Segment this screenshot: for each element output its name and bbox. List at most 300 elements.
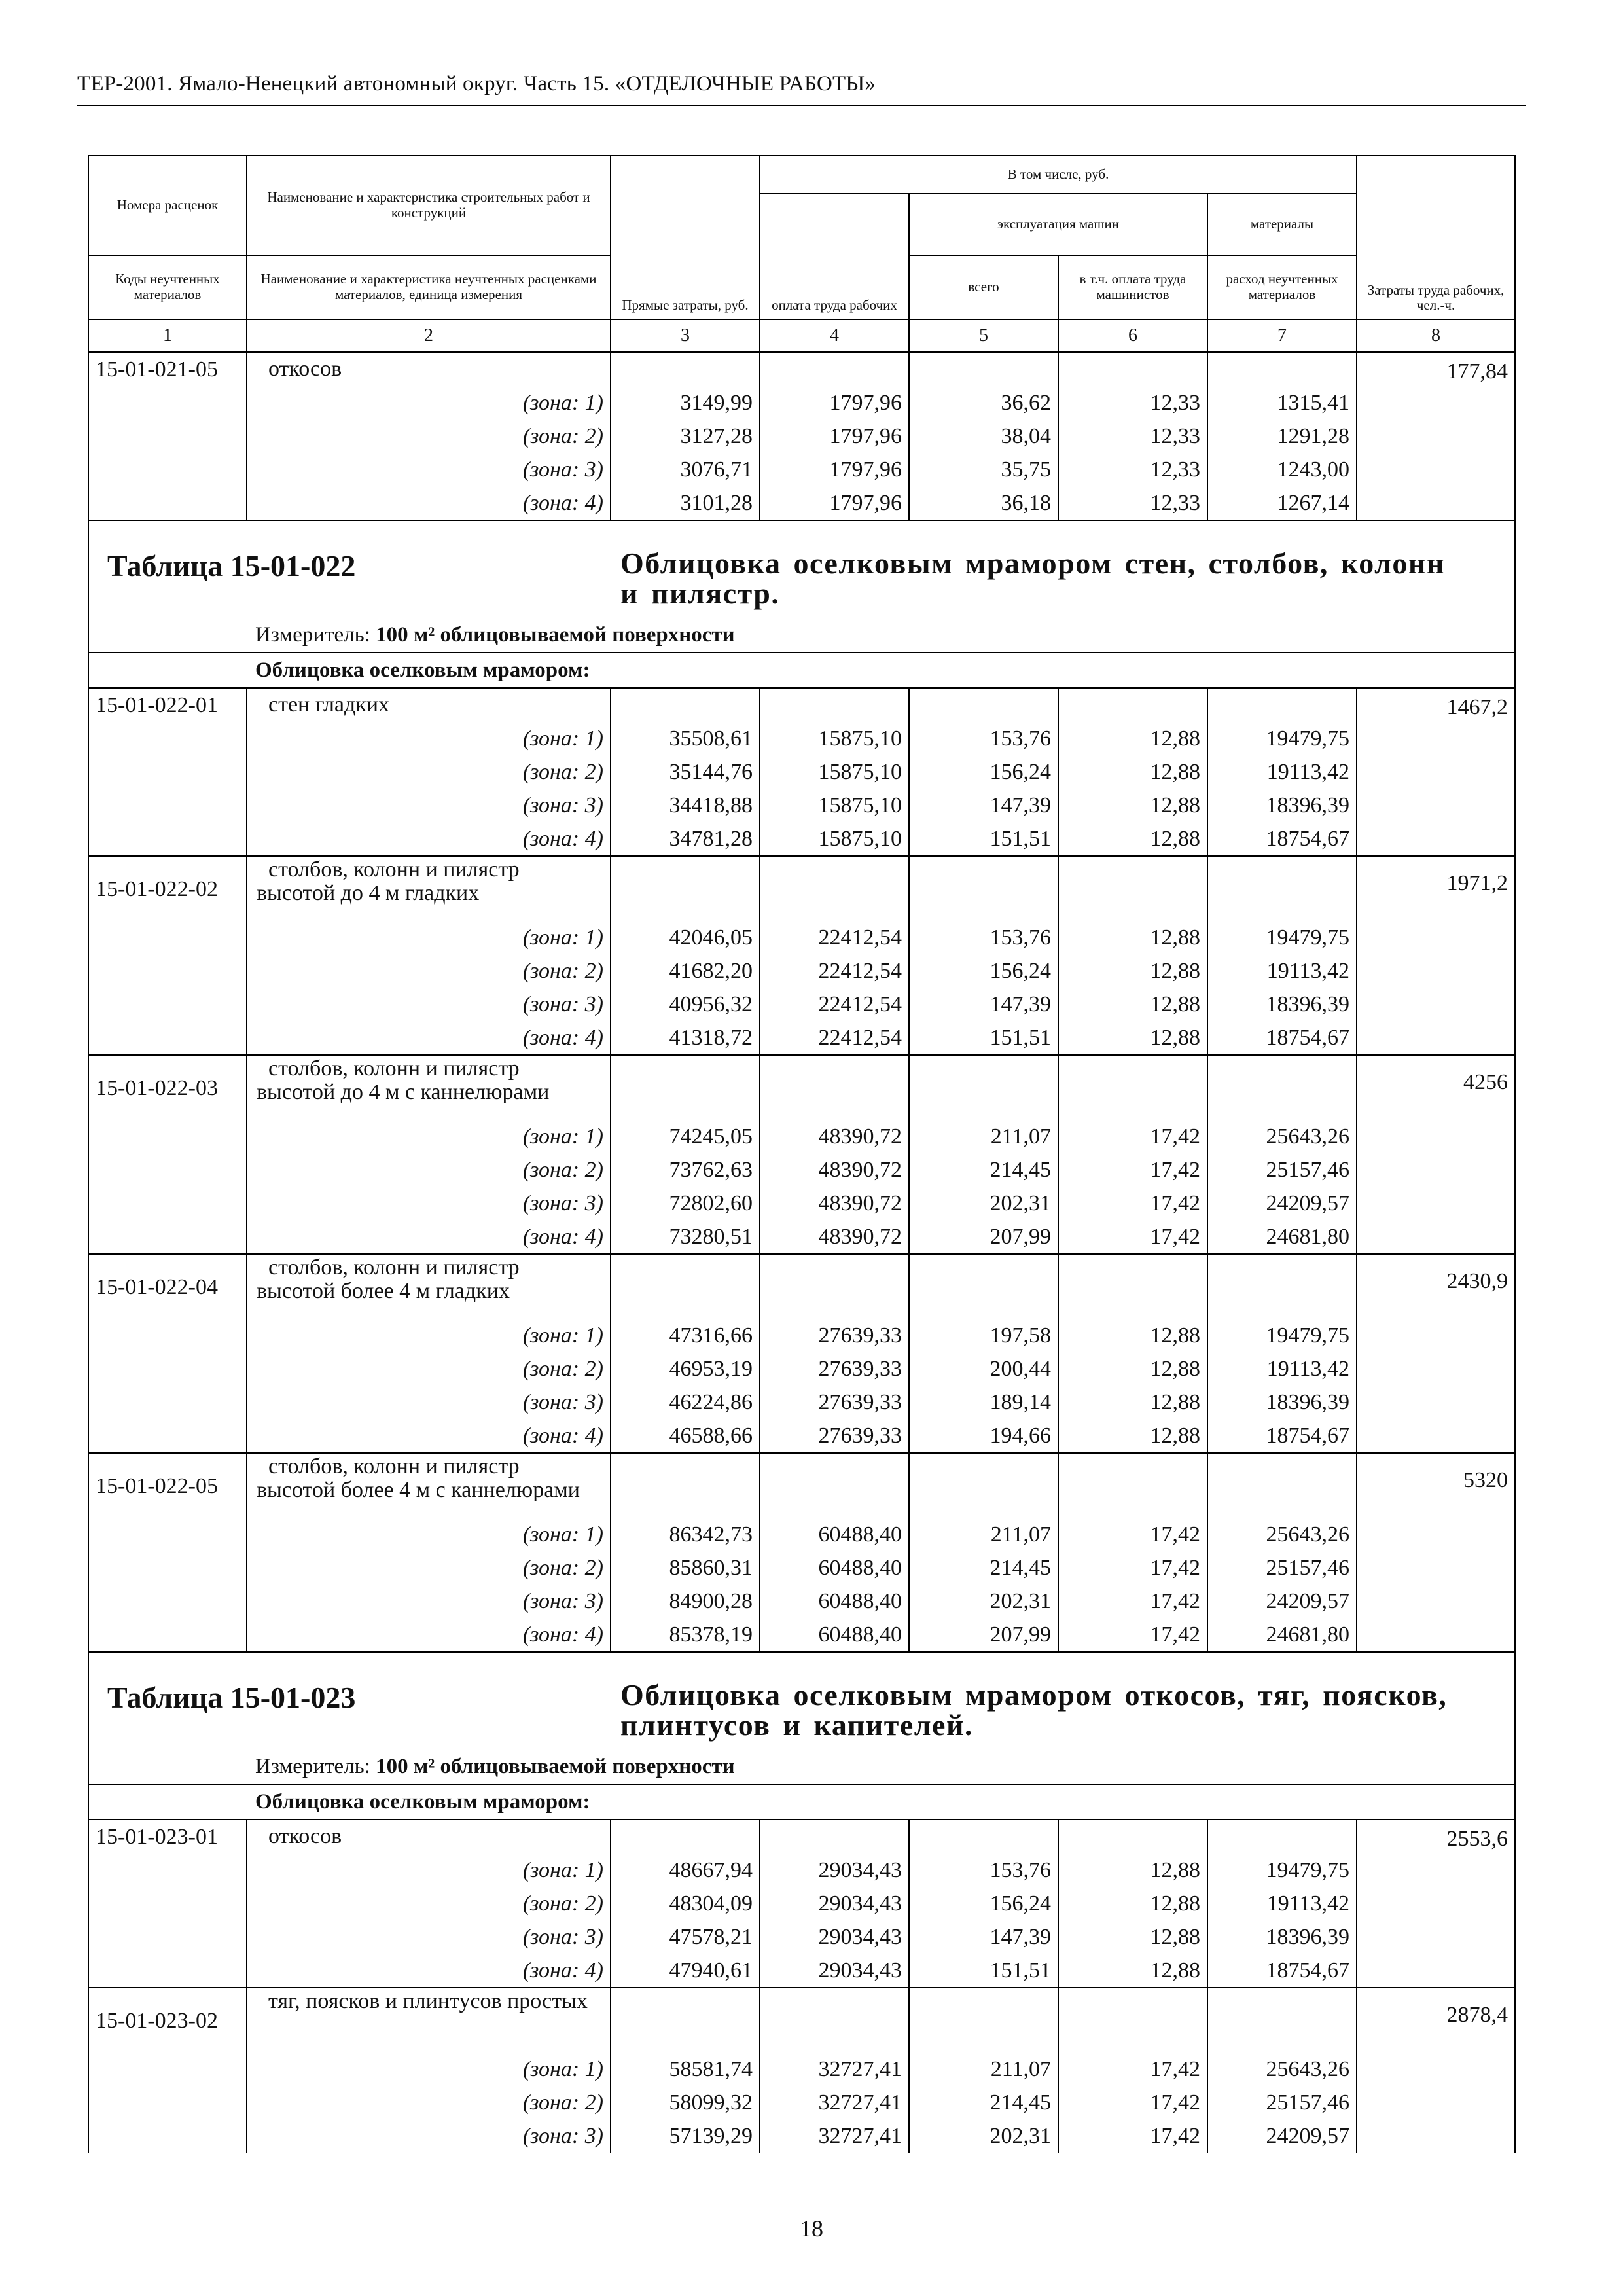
machine-total: 151,51 <box>909 822 1058 856</box>
worker-wages: 29034,43 <box>760 1887 909 1920</box>
empty-cell <box>88 2053 247 2086</box>
operator-wages: 12,88 <box>1058 789 1207 822</box>
machine-total: 189,14 <box>909 1386 1058 1419</box>
machine-total: 194,66 <box>909 1419 1058 1453</box>
worker-wages: 60488,40 <box>760 1518 909 1551</box>
worker-wages: 32727,41 <box>760 2119 909 2153</box>
empty-cell <box>88 1854 247 1887</box>
operator-wages: 12,88 <box>1058 988 1207 1021</box>
rates-table <box>88 155 1516 2153</box>
zone-row <box>88 1954 1515 1988</box>
work-description: столбов, колонн и пилястр высотой более 4 м с каннелюрами <box>247 1453 611 1518</box>
worker-wages: 22412,54 <box>760 921 909 954</box>
zone-row <box>88 921 1515 954</box>
machine-total: 147,39 <box>909 988 1058 1021</box>
empty-cell <box>88 420 247 453</box>
zone-row <box>88 1319 1515 1352</box>
operator-wages: 12,88 <box>1058 1419 1207 1453</box>
empty-cell <box>88 755 247 789</box>
empty-cell <box>88 1021 247 1055</box>
zone-label: (зона: 4) <box>247 822 611 856</box>
materials-usage: 24681,80 <box>1207 1220 1357 1254</box>
zone-label: (зона: 4) <box>247 1954 611 1988</box>
empty-cell <box>760 352 909 386</box>
rate-code: 15-01-023-01 <box>88 1820 247 1854</box>
worker-wages: 15875,10 <box>760 789 909 822</box>
zone-label: (зона: 2) <box>247 755 611 789</box>
machine-total: 211,07 <box>909 2053 1058 2086</box>
machine-total: 35,75 <box>909 453 1058 486</box>
materials-usage: 19479,75 <box>1207 921 1357 954</box>
machine-total: 153,76 <box>909 722 1058 755</box>
item-row <box>88 1055 1515 1120</box>
empty-cell <box>1058 688 1207 722</box>
zone-label: (зона: 3) <box>247 1920 611 1954</box>
materials-usage: 18754,67 <box>1207 1419 1357 1453</box>
operator-wages: 12,88 <box>1058 822 1207 856</box>
labor-costs-header: Затраты труда рабочих, чел.-ч. <box>1357 156 1515 319</box>
machine-total: 202,31 <box>909 1585 1058 1618</box>
zone-row <box>88 386 1515 420</box>
materials-usage: 24209,57 <box>1207 2119 1357 2153</box>
column-number: 6 <box>1058 319 1207 352</box>
item-row <box>88 1254 1515 1319</box>
work-description: столбов, колонн и пилястр высотой до 4 м гладких <box>247 856 611 921</box>
machine-total: 153,76 <box>909 921 1058 954</box>
unaccounted-codes-header: Коды неучтенных материалов <box>88 255 247 319</box>
unit-label: Измеритель: <box>255 623 370 647</box>
header-rule <box>77 105 1526 106</box>
worker-wages: 29034,43 <box>760 1954 909 1988</box>
item-row <box>88 1988 1515 2053</box>
table-title-cell <box>88 520 1515 653</box>
zone-label: (зона: 4) <box>247 486 611 520</box>
table-body <box>88 352 1515 2153</box>
materials-usage: 25643,26 <box>1207 1518 1357 1551</box>
operator-wages: 12,88 <box>1058 1854 1207 1887</box>
empty-cell <box>88 1153 247 1187</box>
machine-total: 214,45 <box>909 1551 1058 1585</box>
worker-wages: 48390,72 <box>760 1220 909 1254</box>
empty-cell <box>1058 352 1207 386</box>
zone-label: (зона: 3) <box>247 2119 611 2153</box>
empty-cell <box>760 1820 909 1854</box>
empty-cell <box>1207 1820 1357 1854</box>
materials-usage: 18754,67 <box>1207 1021 1357 1055</box>
zone-row <box>88 2086 1515 2119</box>
materials-usage: 19113,42 <box>1207 954 1357 988</box>
empty-cell <box>760 688 909 722</box>
table-title-block <box>89 521 1514 652</box>
empty-cell <box>611 1254 760 1319</box>
direct-cost: 3101,28 <box>611 486 760 520</box>
zone-row <box>88 2053 1515 2086</box>
operator-wages: 12,88 <box>1058 1319 1207 1352</box>
zone-row <box>88 1153 1515 1187</box>
empty-cell <box>909 688 1058 722</box>
empty-cell <box>909 856 1058 921</box>
zone-row <box>88 1518 1515 1551</box>
table-number: Таблица 15-01-023 <box>107 1681 356 1714</box>
operator-wages: 12,88 <box>1058 954 1207 988</box>
direct-cost: 84900,28 <box>611 1585 760 1618</box>
operator-wages: 12,88 <box>1058 1386 1207 1419</box>
rate-code: 15-01-022-05 <box>88 1453 247 1518</box>
direct-cost: 73280,51 <box>611 1220 760 1254</box>
machine-total: 207,99 <box>909 1618 1058 1652</box>
worker-wages: 27639,33 <box>760 1352 909 1386</box>
zone-label: (зона: 4) <box>247 1021 611 1055</box>
machine-total: 36,18 <box>909 486 1058 520</box>
worker-wages: 32727,41 <box>760 2053 909 2086</box>
empty-cell <box>1207 1055 1357 1120</box>
direct-cost: 42046,05 <box>611 921 760 954</box>
unit-label: Измеритель: <box>255 1755 370 1778</box>
operator-wages: 12,88 <box>1058 1954 1207 1988</box>
operator-wages: 12,88 <box>1058 1021 1207 1055</box>
empty-cell <box>909 1055 1058 1120</box>
empty-cell <box>1058 1453 1207 1518</box>
zone-row <box>88 1220 1515 1254</box>
materials-header: материалы <box>1207 194 1357 255</box>
machine-total: 207,99 <box>909 1220 1058 1254</box>
direct-cost: 85378,19 <box>611 1618 760 1652</box>
empty-cell <box>88 1120 247 1153</box>
empty-cell <box>88 822 247 856</box>
materials-usage: 18396,39 <box>1207 1386 1357 1419</box>
empty-cell <box>909 1820 1058 1854</box>
zone-row <box>88 1120 1515 1153</box>
materials-usage: 18754,67 <box>1207 1954 1357 1988</box>
empty-cell <box>760 1988 909 2053</box>
table-title-block <box>89 1653 1514 1784</box>
materials-usage: 24209,57 <box>1207 1187 1357 1220</box>
operator-wages: 12,33 <box>1058 386 1207 420</box>
work-description: откосов <box>247 352 611 386</box>
machine-total: 38,04 <box>909 420 1058 453</box>
zone-row <box>88 420 1515 453</box>
empty-cell <box>1058 1055 1207 1120</box>
empty-cell <box>88 1551 247 1585</box>
direct-cost: 46588,66 <box>611 1419 760 1453</box>
machine-total: 147,39 <box>909 1920 1058 1954</box>
worker-wages: 22412,54 <box>760 988 909 1021</box>
zone-row <box>88 789 1515 822</box>
operator-wages: 17,42 <box>1058 2086 1207 2119</box>
empty-cell <box>88 1419 247 1453</box>
item-row <box>88 1453 1515 1518</box>
direct-cost: 46953,19 <box>611 1352 760 1386</box>
operator-wages: 17,42 <box>1058 1518 1207 1551</box>
zone-label: (зона: 4) <box>247 1220 611 1254</box>
materials-usage: 19113,42 <box>1207 755 1357 789</box>
materials-usage: 1315,41 <box>1207 386 1357 420</box>
direct-cost: 47578,21 <box>611 1920 760 1954</box>
empty-cell <box>88 722 247 755</box>
zone-row <box>88 1920 1515 1954</box>
operator-wages: 17,42 <box>1058 1153 1207 1187</box>
empty-cell <box>88 2086 247 2119</box>
empty-cell <box>1207 1453 1357 1518</box>
materials-usage: 25643,26 <box>1207 2053 1357 2086</box>
worker-wages: 1797,96 <box>760 386 909 420</box>
zone-row <box>88 1887 1515 1920</box>
table-title-row <box>88 520 1515 653</box>
machine-total: 151,51 <box>909 1954 1058 1988</box>
work-description: откосов <box>247 1820 611 1854</box>
materials-usage: 18396,39 <box>1207 789 1357 822</box>
empty-cell <box>88 789 247 822</box>
direct-cost: 86342,73 <box>611 1518 760 1551</box>
worker-wages: 15875,10 <box>760 755 909 789</box>
zone-row <box>88 1352 1515 1386</box>
rate-code: 15-01-022-04 <box>88 1254 247 1319</box>
direct-cost: 72802,60 <box>611 1187 760 1220</box>
empty-cell <box>611 856 760 921</box>
worker-wages: 22412,54 <box>760 1021 909 1055</box>
empty-cell <box>88 1518 247 1551</box>
empty-cell <box>1058 1988 1207 2053</box>
rate-code: 15-01-022-01 <box>88 688 247 722</box>
zone-label: (зона: 1) <box>247 1120 611 1153</box>
zone-row <box>88 988 1515 1021</box>
operator-wages: 12,33 <box>1058 486 1207 520</box>
machine-total: 214,45 <box>909 1153 1058 1187</box>
worker-wages: 32727,41 <box>760 2086 909 2119</box>
measurement-unit <box>255 1755 735 1779</box>
empty-cell <box>88 988 247 1021</box>
worker-wages: 22412,54 <box>760 954 909 988</box>
operator-wages: 12,88 <box>1058 1887 1207 1920</box>
work-description: стен гладких <box>247 688 611 722</box>
zone-label: (зона: 2) <box>247 420 611 453</box>
zone-row <box>88 2119 1515 2153</box>
machine-total-header: всего <box>909 255 1058 319</box>
zone-row <box>88 1386 1515 1419</box>
materials-usage: 19479,75 <box>1207 1854 1357 1887</box>
empty-cell <box>88 1887 247 1920</box>
rate-code: 15-01-023-02 <box>88 1988 247 2053</box>
zone-label: (зона: 3) <box>247 1187 611 1220</box>
direct-cost: 85860,31 <box>611 1551 760 1585</box>
empty-cell <box>88 1920 247 1954</box>
column-number: 8 <box>1357 319 1515 352</box>
operator-wages: 17,42 <box>1058 1551 1207 1585</box>
operator-wages: 17,42 <box>1058 1220 1207 1254</box>
section-label: Облицовка оселковым мрамором: <box>88 653 1515 688</box>
section-label: Облицовка оселковым мрамором: <box>88 1784 1515 1820</box>
direct-cost: 3127,28 <box>611 420 760 453</box>
operator-wages: 17,42 <box>1058 1187 1207 1220</box>
direct-cost: 34781,28 <box>611 822 760 856</box>
materials-usage: 19479,75 <box>1207 1319 1357 1352</box>
materials-usage: 18396,39 <box>1207 988 1357 1021</box>
measurement-unit <box>255 623 735 647</box>
empty-cell <box>88 1319 247 1352</box>
empty-cell <box>1058 1820 1207 1854</box>
materials-usage: 1243,00 <box>1207 453 1357 486</box>
zone-label: (зона: 1) <box>247 1518 611 1551</box>
empty-cell <box>611 1988 760 2053</box>
direct-cost: 3149,99 <box>611 386 760 420</box>
empty-cell <box>88 954 247 988</box>
item-row <box>88 1820 1515 1854</box>
zone-row <box>88 755 1515 789</box>
table-number: Таблица 15-01-022 <box>107 549 356 583</box>
worker-wages: 1797,96 <box>760 420 909 453</box>
machine-total: 200,44 <box>909 1352 1058 1386</box>
machine-total: 156,24 <box>909 954 1058 988</box>
empty-cell <box>760 1055 909 1120</box>
empty-cell <box>88 1352 247 1386</box>
unaccounted-names-header: Наименование и характеристика неучтенных расценками материалов, единица измерения <box>247 255 611 319</box>
work-name-header: Наименование и характеристика строительных работ и конструкций <box>247 156 611 255</box>
zone-label: (зона: 3) <box>247 1585 611 1618</box>
zone-label: (зона: 3) <box>247 1386 611 1419</box>
zone-label: (зона: 1) <box>247 386 611 420</box>
materials-usage: 18396,39 <box>1207 1920 1357 1954</box>
running-header: ТЕР-2001. Ямало-Ненецкий автономный округ. Часть 15. «ОТДЕЛОЧНЫЕ РАБОТЫ» <box>77 72 876 96</box>
rate-code: 15-01-021-05 <box>88 352 247 386</box>
labor-cost: 2553,6 <box>1357 1820 1515 1988</box>
direct-cost: 34418,88 <box>611 789 760 822</box>
empty-cell <box>909 1254 1058 1319</box>
labor-cost: 2430,9 <box>1357 1254 1515 1453</box>
section-row <box>88 1784 1515 1820</box>
rate-code: 15-01-022-02 <box>88 856 247 921</box>
empty-cell <box>611 1453 760 1518</box>
table-title-cell <box>88 1652 1515 1784</box>
direct-cost: 35508,61 <box>611 722 760 755</box>
empty-cell <box>88 486 247 520</box>
empty-cell <box>760 856 909 921</box>
direct-cost: 35144,76 <box>611 755 760 789</box>
worker-wages: 1797,96 <box>760 453 909 486</box>
machine-total: 151,51 <box>909 1021 1058 1055</box>
worker-wages: 15875,10 <box>760 822 909 856</box>
rate-code: 15-01-022-03 <box>88 1055 247 1120</box>
zone-label: (зона: 3) <box>247 789 611 822</box>
machine-total: 202,31 <box>909 2119 1058 2153</box>
materials-usage: 19479,75 <box>1207 722 1357 755</box>
operator-wages: 12,88 <box>1058 1920 1207 1954</box>
machine-total: 147,39 <box>909 789 1058 822</box>
labor-cost: 1467,2 <box>1357 688 1515 856</box>
direct-cost: 47940,61 <box>611 1954 760 1988</box>
direct-cost: 74245,05 <box>611 1120 760 1153</box>
worker-wages: 15875,10 <box>760 722 909 755</box>
column-number: 1 <box>88 319 247 352</box>
empty-cell <box>88 1954 247 1988</box>
direct-cost: 48304,09 <box>611 1887 760 1920</box>
machine-total: 156,24 <box>909 1887 1058 1920</box>
unit-value: 100 м² облицовываемой поверхности <box>376 1755 735 1778</box>
rate-numbers-header: Номера расценок <box>88 156 247 255</box>
zone-label: (зона: 1) <box>247 2053 611 2086</box>
column-number: 7 <box>1207 319 1357 352</box>
section-row <box>88 653 1515 688</box>
worker-wages: 29034,43 <box>760 1854 909 1887</box>
zone-row <box>88 722 1515 755</box>
zone-label: (зона: 4) <box>247 1419 611 1453</box>
table-title: Облицовка оселковым мрамором стен, столбов, колонн и пилястр. <box>620 547 1445 610</box>
empty-cell <box>611 688 760 722</box>
column-number: 5 <box>909 319 1058 352</box>
materials-usage: 24209,57 <box>1207 1585 1357 1618</box>
empty-cell <box>611 1055 760 1120</box>
operator-wages: 12,88 <box>1058 722 1207 755</box>
direct-cost: 46224,86 <box>611 1386 760 1419</box>
materials-usage: 25643,26 <box>1207 1120 1357 1153</box>
worker-wages: 1797,96 <box>760 486 909 520</box>
direct-cost: 3076,71 <box>611 453 760 486</box>
labor-cost: 5320 <box>1357 1453 1515 1652</box>
worker-wages: 29034,43 <box>760 1920 909 1954</box>
materials-usage-header: расход неучтенных материалов <box>1207 255 1357 319</box>
empty-cell <box>909 1453 1058 1518</box>
operator-wages: 12,33 <box>1058 420 1207 453</box>
machine-total: 202,31 <box>909 1187 1058 1220</box>
operator-wages: 17,42 <box>1058 1120 1207 1153</box>
machine-total: 211,07 <box>909 1518 1058 1551</box>
direct-cost: 73762,63 <box>611 1153 760 1187</box>
empty-cell <box>88 1386 247 1419</box>
direct-costs-header: Прямые затраты, руб. <box>611 156 760 319</box>
empty-cell <box>88 1220 247 1254</box>
direct-cost: 58581,74 <box>611 2053 760 2086</box>
operator-wages: 17,42 <box>1058 2119 1207 2153</box>
zone-label: (зона: 1) <box>247 1319 611 1352</box>
zone-row <box>88 1187 1515 1220</box>
worker-wages: 48390,72 <box>760 1187 909 1220</box>
empty-cell <box>88 1187 247 1220</box>
empty-cell <box>88 1618 247 1652</box>
materials-usage: 25157,46 <box>1207 1153 1357 1187</box>
empty-cell <box>909 352 1058 386</box>
empty-cell <box>760 1453 909 1518</box>
zone-label: (зона: 2) <box>247 1153 611 1187</box>
empty-cell <box>760 1254 909 1319</box>
empty-cell <box>88 1585 247 1618</box>
empty-cell <box>1207 688 1357 722</box>
zone-row <box>88 1585 1515 1618</box>
machine-operation-header: эксплуатация машин <box>909 194 1207 255</box>
operator-wages: 12,33 <box>1058 453 1207 486</box>
direct-cost: 48667,94 <box>611 1854 760 1887</box>
item-row <box>88 688 1515 722</box>
direct-cost: 40956,32 <box>611 988 760 1021</box>
machine-total: 156,24 <box>909 755 1058 789</box>
zone-label: (зона: 4) <box>247 1618 611 1652</box>
work-description: столбов, колонн и пилястр высотой до 4 м с каннелюрами <box>247 1055 611 1120</box>
zone-row <box>88 1854 1515 1887</box>
materials-usage: 18754,67 <box>1207 822 1357 856</box>
materials-usage: 19113,42 <box>1207 1887 1357 1920</box>
labor-cost: 2878,4 <box>1357 1988 1515 2153</box>
work-description: тяг, поясков и плинтусов простых <box>247 1988 611 2053</box>
zone-label: (зона: 2) <box>247 1551 611 1585</box>
empty-cell <box>1058 856 1207 921</box>
zone-row <box>88 1618 1515 1652</box>
worker-wages: 60488,40 <box>760 1551 909 1585</box>
materials-usage: 25157,46 <box>1207 2086 1357 2119</box>
table-head <box>88 156 1515 352</box>
item-row <box>88 352 1515 386</box>
empty-cell <box>1207 856 1357 921</box>
direct-cost: 41318,72 <box>611 1021 760 1055</box>
empty-cell <box>88 453 247 486</box>
operator-wages: 17,42 <box>1058 1585 1207 1618</box>
